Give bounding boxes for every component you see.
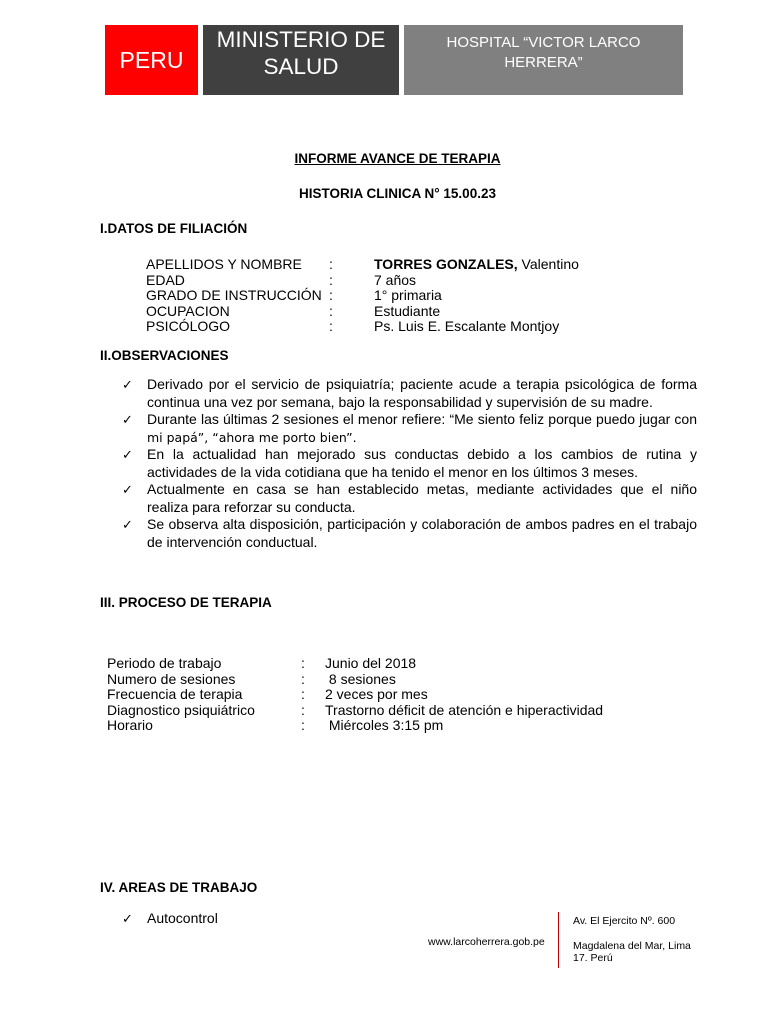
checkmark-icon: ✓ — [122, 482, 133, 497]
footer-address-line1: Av. El Ejercito Nº. 600 — [573, 915, 676, 927]
section-areas-heading: IV. AREAS DE TRABAJO — [100, 880, 258, 895]
filiacion-value-text: Valentino — [517, 256, 579, 272]
filiacion-value — [374, 257, 579, 273]
proceso-separator: : — [301, 655, 305, 671]
proceso-label: Periodo de trabajo — [107, 655, 222, 671]
proceso-value: 8 sesiones — [325, 670, 396, 687]
area-text: Autocontrol — [147, 910, 218, 926]
observacion-item — [122, 446, 697, 481]
header-country: PERU — [119, 46, 184, 73]
observacion-item — [122, 411, 697, 446]
filiacion-label: PSICÓLOGO — [146, 318, 231, 334]
filiacion-label: GRADO DE INSTRUCCIÓN — [146, 287, 322, 303]
observacion-item — [122, 481, 697, 516]
observacion-text: Derivado por el servicio de psiquiatría; paciente acude a terapia psicológica de forma continua una vez por semana, bajo la responsabilidad y supervisión de su madre. — [147, 376, 697, 410]
filiacion-separator: : — [329, 318, 333, 334]
filiacion-value — [374, 288, 442, 304]
footer-website: www.larcoherrera.gob.pe — [428, 936, 545, 948]
proceso-label: Horario — [107, 717, 153, 733]
proceso-label: Frecuencia de terapia — [107, 686, 243, 702]
observacion-text: En la actualidad han mejorado sus conductas debido a los cambios de rutina y actividades de la vida cotidiana que ha tenido el menor en los últimos 3 meses. — [147, 446, 697, 480]
section-filiacion-heading: I.DATOS DE FILIACIÓN — [100, 221, 248, 236]
header-ministry-line2: SALUD — [263, 54, 339, 79]
document-title: INFORME AVANCE DE TERAPIA — [294, 151, 501, 166]
proceso-value: Junio del 2018 — [325, 655, 417, 671]
filiacion-label: OCUPACION — [146, 302, 230, 319]
proceso-label: Diagnostico psiquiátrico — [107, 701, 255, 718]
filiacion-value-bold: TORRES GONZALES, — [374, 256, 518, 272]
observacion-text: Actualmente en casa se han establecido metas, mediante actividades que el niño realiza para reforzar su conducta. — [147, 481, 697, 515]
filiacion-separator: : — [329, 256, 333, 272]
section-observaciones-heading: II.OBSERVACIONES — [100, 348, 229, 363]
filiacion-separator: : — [329, 271, 333, 288]
header-hospital-line1: HOSPITAL “VICTOR LARCO — [446, 34, 641, 51]
proceso-separator: : — [301, 717, 305, 733]
proceso-value: Miércoles 3:15 pm — [325, 717, 444, 733]
filiacion-separator: : — [329, 302, 333, 319]
filiacion-value-text: Estudiante — [374, 302, 441, 319]
checkmark-icon: ✓ — [122, 412, 133, 427]
observacion-quote: mi papá”, “ahora me porto bien”. — [147, 429, 357, 445]
observacion-text: Se observa alta disposición, participación y colaboración de ambos padres en el trabajo de intervención conductual. — [147, 516, 697, 550]
checkmark-icon: ✓ — [122, 911, 133, 926]
filiacion-value-text: 7 años — [374, 271, 417, 288]
filiacion-value-text: 1° primaria — [374, 287, 442, 303]
header-hospital-line2: HERRERA” — [504, 54, 583, 71]
proceso-separator: : — [301, 701, 305, 718]
header-country-block — [105, 25, 198, 95]
observacion-item — [122, 516, 697, 551]
footer-address-line2: Magdalena del Mar, Lima — [573, 940, 691, 952]
filiacion-separator: : — [329, 287, 333, 303]
observaciones-list — [122, 376, 697, 551]
proceso-value: 2 veces por mes — [325, 686, 428, 702]
filiacion-label: EDAD — [146, 271, 185, 288]
observacion-text: Durante las últimas 2 sesiones el menor refiere: “Me siento feliz porque puedo jugar con — [147, 411, 697, 427]
proceso-label: Numero de sesiones — [107, 670, 236, 687]
header-ministry-line1: MINISTERIO DE — [216, 27, 386, 52]
filiacion-label: APELLIDOS Y NOMBRE — [146, 256, 302, 272]
section-proceso-heading: III. PROCESO DE TERAPIA — [100, 595, 272, 610]
footer-divider — [558, 912, 559, 968]
checkmark-icon: ✓ — [122, 447, 133, 462]
filiacion-value — [374, 319, 559, 335]
document-record-number: HISTORIA CLINICA N° 15.00.23 — [299, 186, 496, 201]
proceso-separator: : — [301, 686, 305, 702]
filiacion-value — [374, 273, 416, 289]
footer-address-line3: 17. Perú — [573, 952, 613, 964]
header-ministry-block — [203, 25, 399, 95]
observacion-item — [122, 376, 697, 411]
header-hospital-block — [404, 25, 683, 95]
filiacion-value-text: Ps. Luis E. Escalante Montjoy — [374, 318, 560, 334]
filiacion-value — [374, 304, 440, 320]
proceso-separator: : — [301, 670, 305, 687]
checkmark-icon: ✓ — [122, 377, 133, 392]
proceso-value: Trastorno déficit de atención e hiperactividad — [325, 701, 604, 718]
checkmark-icon: ✓ — [122, 517, 133, 532]
